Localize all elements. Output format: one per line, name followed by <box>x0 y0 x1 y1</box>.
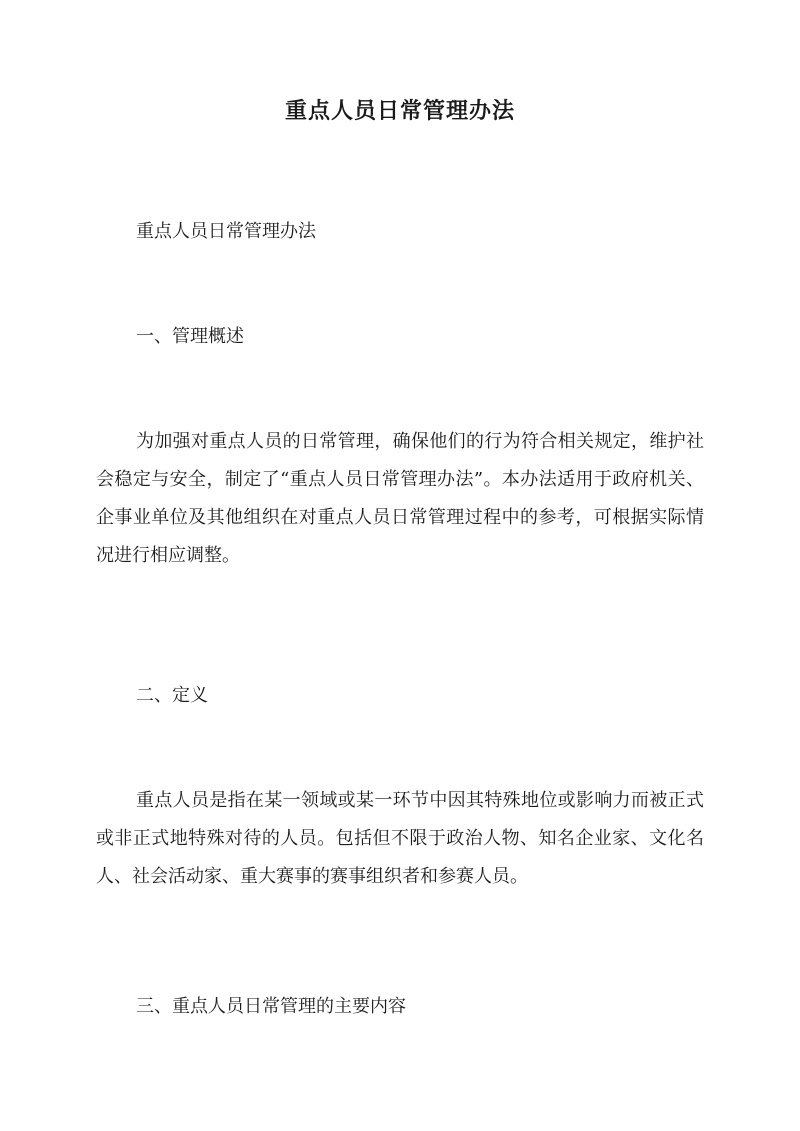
section-2-paragraph: 重点人员是指在某一领域或某一环节中因其特殊地位或影响力而被正式或非正式地特殊对待的人员。包括但不限于政治人物、知名企业家、文化名人、社会活动家、重大赛事的赛事组织者和参赛人员。 <box>96 790 704 887</box>
section-1-paragraph: 为加强对重点人员的日常管理，确保他们的行为符合相关规定，维护社会稳定与安全，制定了“重点人员日常管理办法”。本办法适用于政府机关、企事业单位及其他组织在对重点人员日常管理过程中的参考，可根据实际情况进行相应调整。 <box>96 431 704 566</box>
section-1-heading: 一、管理概述 <box>136 326 244 347</box>
document-title: 重点人员日常管理办法 <box>284 98 515 124</box>
document-subtitle: 重点人员日常管理办法 <box>136 221 316 242</box>
section-2-heading: 二、定义 <box>136 685 208 706</box>
section-3-heading: 三、重点人员日常管理的主要内容 <box>136 996 406 1017</box>
